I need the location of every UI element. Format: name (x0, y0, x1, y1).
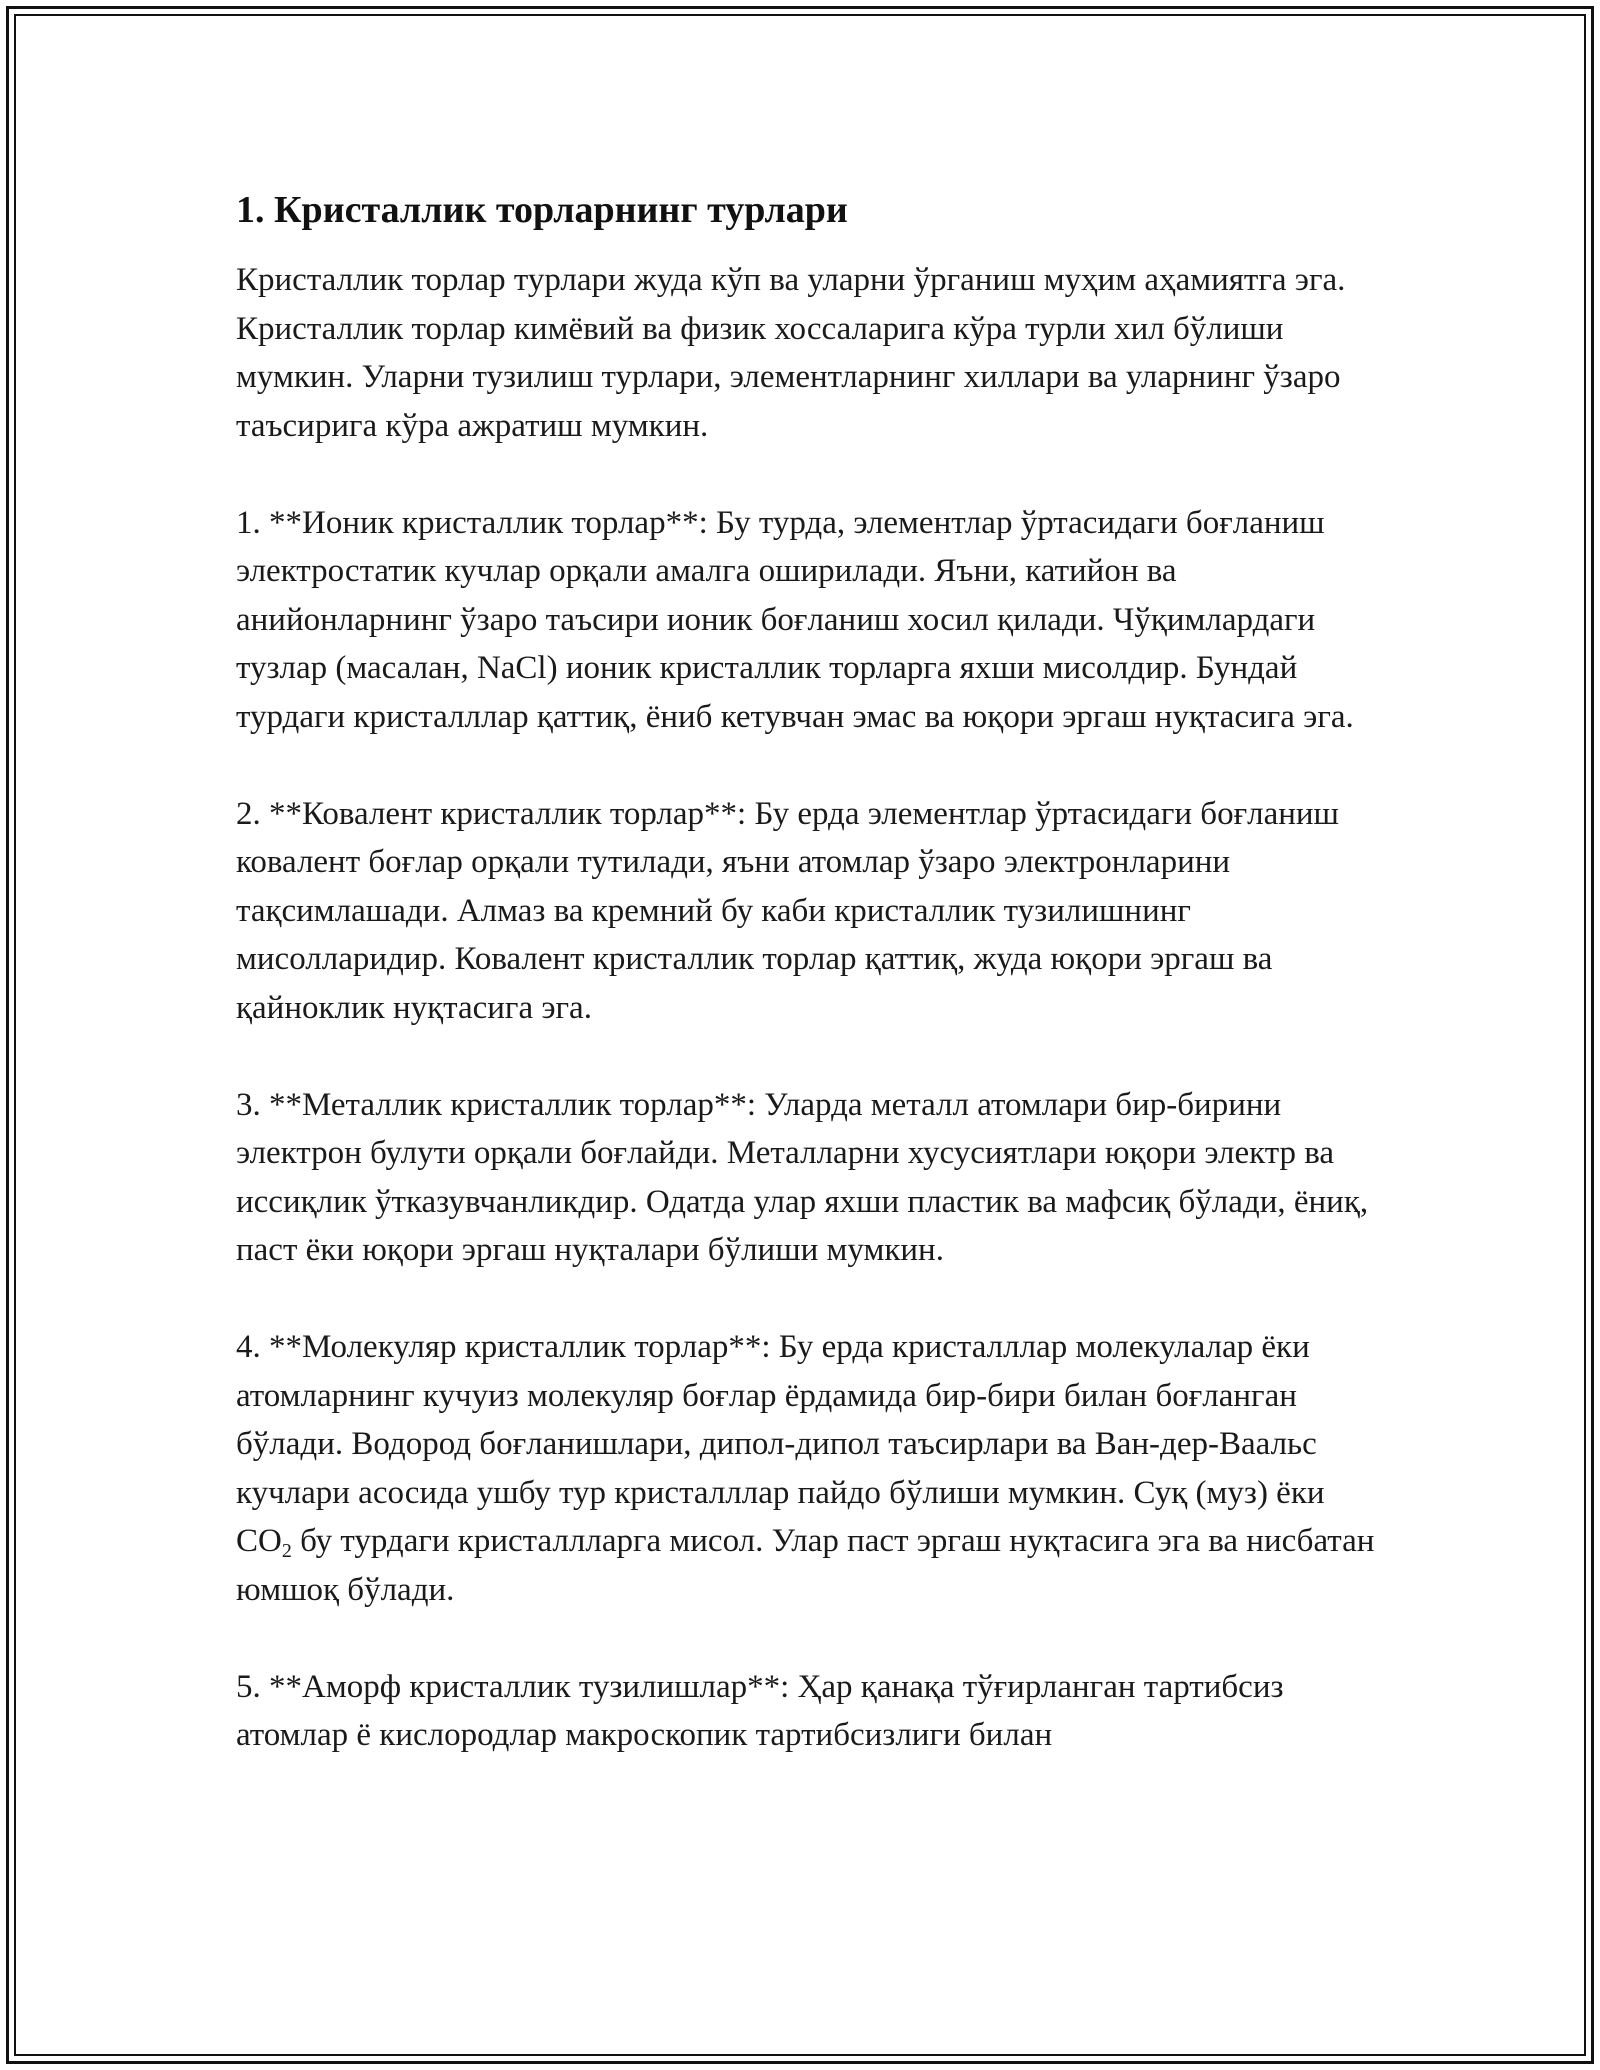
section-heading: 1. Кристаллик торларнинг турлари (236, 189, 848, 231)
amorphous-paragraph: 5. **Аморф кристаллик тузилишлар**: Ҳар қанақа тўғирланган тартибсиз атомлар ё кислородлар макроскопик тартибсизлиги билан (236, 1668, 1284, 1753)
intro-paragraph: Кристаллик торлар турлари жуда кўп ва уларни ўрганиш муҳим аҳамиятга эга. Кристаллик торлар кимёвий ва физик хоссаларига кўра турли хил бўлиши мумкин. Уларни тузилиш турлари, элементларнинг хиллари ва уларнинг ўзаро таъсирига кўра ажратиш мумкин. (236, 262, 1346, 444)
document-body (236, 186, 1376, 1808)
metallic-lattice-paragraph: 3. **Металлик кристаллик торлар**: Уларда металл атомлари бир-бирини электрон булути орқали боғлайди. Металларни хусусиятлари юқори электр ва иссиқлик ўтказувчанликдир. Одатда улар яхши пластик ва мафсиқ бўлади, ёниқ, паст ёки юқори эргаш нуқталари бўлиши мумкин. (236, 1086, 1369, 1268)
molecular-text-before: 4. **Молекуляр кристаллик торлар**: Бу ерда кристалллар молекулалар ёки атомларнинг кучуиз молекуляр боғлар ёрдамида бир-бири билан боғланган бўлади. Водород боғланишлари, дипол-дипол таъсирлари ва Ван-дер-Ваальс кучлари асосида ушбу тур кристалллар пайдо бўлиши мумкин. Суқ (муз) ёки CO (236, 1329, 1325, 1559)
molecular-text-after: бу турдаги кристаллларга мисол. Улар паст эргаш нуқтасига эга ва нисбатан юмшоқ бўлади. (236, 1523, 1375, 1608)
ionic-lattice-paragraph: 1. **Ионик кристаллик торлар**: Бу турда, элементлар ўртасидаги боғланиш электростатик кучлар орқали амалга оширилади. Яъни, катийон ва анийонларнинг ўзаро таъсири ионик боғланиш хосил қилади. Чўқимлардаги тузлар (масалан, NaCl) ионик кристаллик торларга яхши мисолдир. Бундай турдаги кристалллар қаттиқ, ёниб кетувчан эмас ва юқори эргаш нуқтасига эга. (236, 504, 1354, 735)
co2-subscript: 2 (281, 1540, 292, 1562)
molecular-lattice-paragraph (236, 1323, 1376, 1614)
covalent-lattice-paragraph: 2. **Ковалент кристаллик торлар**: Бу ерда элементлар ўртасидаги боғланиш ковалент боғлар орқали тутилади, яъни атомлар ўзаро электронларини тақсимлашади. Алмаз ва кремний бу каби кристаллик тузилишнинг мисолларидир. Ковалент кристаллик торлар қаттиқ, жуда юқори эргаш ва қайноклик нуқтасига эга. (236, 795, 1339, 1026)
